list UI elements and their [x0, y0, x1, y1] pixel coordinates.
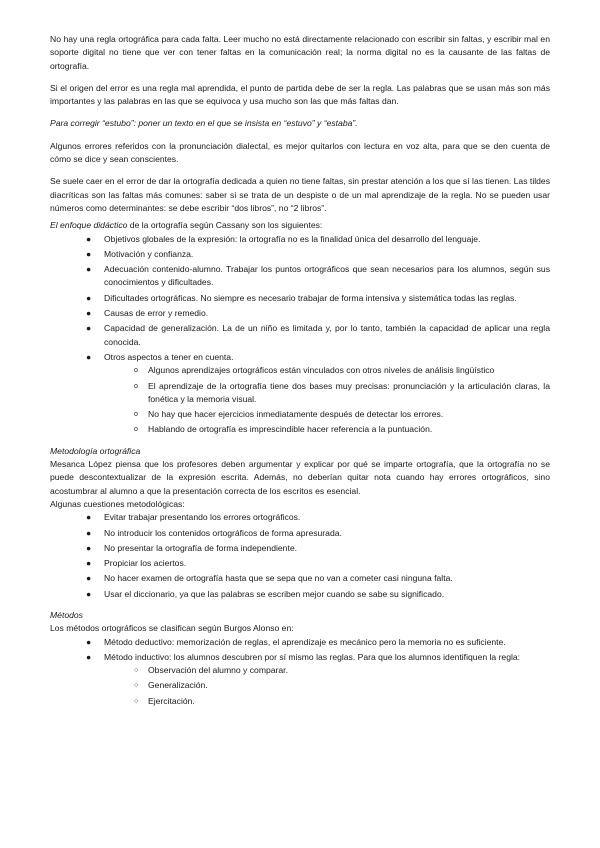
list-item-text: No introducir los contenidos ortográficos de forma apresurada. — [104, 527, 342, 538]
list-item — [50, 651, 550, 708]
sub-bullet-icon: o — [134, 411, 138, 419]
list-item-text: Dificultades ortográficas. No siempre es necesario trabajar de forma intensiva y sistemática todas las reglas. — [104, 292, 517, 303]
list-item — [50, 636, 550, 649]
bullet-icon: ● — [86, 512, 92, 523]
bullet-icon: ● — [86, 248, 92, 259]
enfoque-didactico-term: El enfoque didáctico — [50, 220, 128, 231]
list-item-text: Otros aspectos a tener en cuenta. — [104, 351, 234, 362]
list-item — [50, 233, 550, 246]
list-item-text: Usar el diccionario, ya que las palabras se escriben mejor cuando se sabe su significado. — [104, 588, 445, 599]
bullet-icon: ● — [86, 264, 92, 275]
list-item-text: Causas de error y remedio. — [104, 308, 209, 319]
sublist-item-text: Algunos aprendizajes ortográficos están vinculados con otros niveles de análisis lingüístico — [148, 365, 495, 376]
bullet-icon: ● — [86, 351, 92, 362]
list-item-text: Método inductivo: los alumnos descubren por sí mismo las reglas. Para que los alumnos identifiquen la regla: — [104, 651, 521, 662]
paragraph-3: Para corregir “estubo”: poner un texto en el que se insista en “estuvo” y “estaba”. — [50, 118, 358, 129]
sub-bullet-icon: ○ — [134, 682, 139, 690]
list-item-text: Capacidad de generalización. La de un niño es limitada y, por lo tanto, también la capacidad de aplicar una regla conocida. — [104, 323, 550, 347]
sub-bullet-icon: o — [134, 367, 138, 375]
list-item — [50, 263, 550, 290]
list-item-text: Evitar trabajar presentando los errores ortográficos. — [104, 512, 301, 523]
list-item-text: No presentar la ortografía de forma independiente. — [104, 542, 298, 553]
list-item — [50, 511, 550, 524]
bullet-icon: ● — [86, 323, 92, 334]
list-item — [50, 307, 550, 320]
bullet-icon: ● — [86, 651, 92, 662]
list-item-text: Método deductivo: memorización de reglas, el aprendizaje es mecánico pero la memoria no es suficiente. — [104, 636, 506, 647]
list-item — [50, 292, 550, 305]
list-item — [50, 322, 550, 349]
sublist-item — [104, 380, 550, 407]
list-item-text: No hacer examen de ortografía hasta que se sepa que no van a cometer casi ninguna falta. — [104, 573, 453, 584]
paragraph-1: No hay una regla ortográfica para cada falta. Leer mucho no está directamente relacionado con escribir sin faltas, y escribir mal en soporte digital no tiene que ver con tener faltas en la comunicación real; la norma digital no es la causante de las faltas de ortografía. — [50, 34, 550, 71]
sublist-item — [104, 364, 550, 377]
list-item — [50, 248, 550, 261]
bullet-icon: ● — [86, 573, 92, 584]
paragraph-2: Si el origen del error es una regla mal aprendida, el punto de partida debe de ser la regla. Las palabras que se usan más son más importantes y las palabras en las que se equivoca y usa mucho son las que más faltas dan. — [50, 82, 550, 107]
heading-metodos: Métodos — [50, 609, 83, 620]
paragraph-5: Se suele caer en el error de dar la ortografía dedicada a quien no tiene faltas, sin prestar atención a los que sí las tienen. Las tildes diacríticas son las faltas más comunes: saber si se trata de un despiste o de un mal aprendizaje de la regla. No se pueden usar números como determinantes: se debe escribir “dos libros”, no “2 libros”. — [50, 176, 550, 213]
list-item — [50, 588, 550, 601]
list-item — [50, 542, 550, 555]
list-item — [50, 557, 550, 570]
bullet-icon: ● — [86, 308, 92, 319]
bullet-icon: ● — [86, 588, 92, 599]
metodos-list — [50, 636, 550, 708]
sublist-item-text: El aprendizaje de la ortografía tiene dos bases muy precisas: pronunciación y la articulación claras, la fonética y la memoria visual. — [148, 380, 550, 404]
sub-bullet-icon: o — [134, 382, 138, 390]
bullet-icon: ● — [86, 636, 92, 647]
list-item-text: Objetivos globales de la expresión: la ortografía no es la finalidad única del desarrollo del lenguaje. — [104, 233, 481, 244]
sublist-item-text: Observación del alumno y comparar. — [148, 665, 288, 676]
paragraph-9: Los métodos ortográficos se clasifican según Burgos Alonso en: — [50, 623, 294, 634]
list-item — [50, 527, 550, 540]
heading-metodologia: Metodología ortográfica — [50, 445, 141, 456]
sub-bullet-icon: o — [134, 426, 138, 434]
bullet-icon: ● — [86, 558, 92, 569]
list-item-text: Propiciar los aciertos. — [104, 558, 187, 569]
sublist-item — [104, 423, 550, 436]
bullet-icon: ● — [86, 233, 92, 244]
sublist-item-text: No hay que hacer ejercicios inmediatamente después de detectar los errores. — [148, 409, 444, 420]
bullet-icon: ● — [86, 527, 92, 538]
sublist-item-text: Ejercitación. — [148, 695, 195, 706]
sublist-item — [104, 664, 550, 677]
metodo-inductivo-sublist — [104, 664, 550, 708]
enfoque-list — [50, 233, 550, 437]
sublist-item — [104, 679, 550, 692]
sublist-item — [104, 408, 550, 421]
list-item-text: Motivación y confianza. — [104, 248, 194, 259]
paragraph-6-rest: de la ortografía según Cassany son los siguientes: — [127, 220, 323, 231]
list-item — [50, 572, 550, 585]
paragraph-8: Algunas cuestiones metodológicas: — [50, 498, 185, 509]
sublist-item — [104, 695, 550, 708]
sublist-item-text: Generalización. — [148, 680, 208, 691]
document-body — [50, 33, 550, 710]
paragraph-7: Mesanca López piensa que los profesores deben argumentar y explicar por qué se imparte ortografía, que la ortografía no se puede descontextualizar de la expresión escrita. Además, no deberían quitar nota cuando hay errores ortográficos, sino acostumbrar al alumno a que la presentación correcta de los escritos es esencial. — [50, 459, 550, 496]
metodologia-list — [50, 511, 550, 601]
list-item-text: Adecuación contenido-alumno. Trabajar los puntos ortográficos que sean necesarios para los alumnos, según sus conocimientos y dificultades. — [104, 264, 550, 288]
paragraph-4: Algunos errores referidos con la pronunciación dialectal, es mejor quitarlos con lectura en voz alta, para que se den cuenta de cómo se dice y sean conscientes. — [50, 140, 550, 165]
sublist-item-text: Hablando de ortografía es imprescindible hacer referencia a la puntuación. — [148, 424, 433, 435]
list-item — [50, 351, 550, 437]
bullet-icon: ● — [86, 292, 92, 303]
paragraph-6 — [50, 219, 550, 232]
sub-bullet-icon: ○ — [134, 697, 139, 705]
sub-bullet-icon: ○ — [134, 667, 139, 675]
otros-aspectos-sublist — [104, 364, 550, 436]
bullet-icon: ● — [86, 542, 92, 553]
